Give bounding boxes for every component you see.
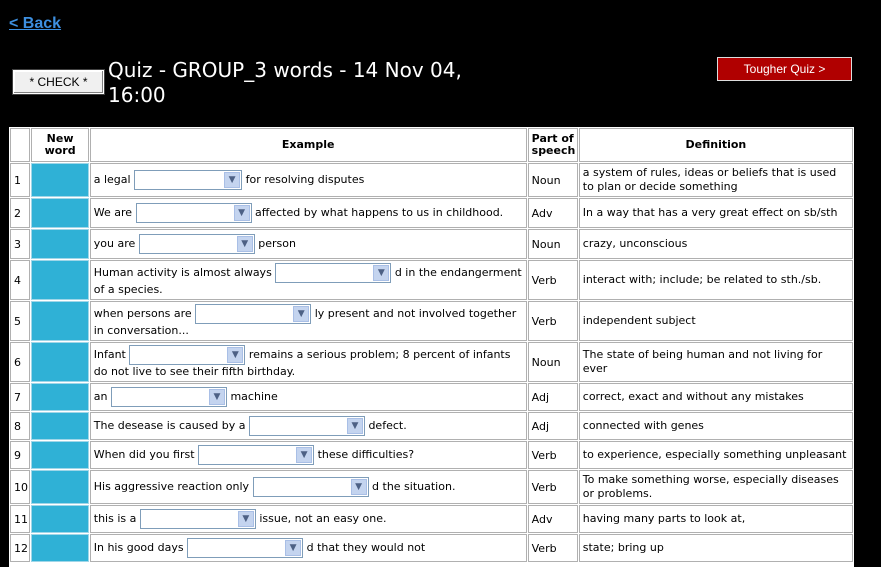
example-text-before: When did you first [93,448,195,461]
part-of-speech-cell: Verb [528,301,578,341]
word-dropdown[interactable] [195,304,311,324]
definition-cell: having many parts to look at, [579,505,853,533]
part-of-speech-cell: Verb [528,260,578,300]
row-number: 3 [10,229,30,259]
example-text-before: We are [93,206,133,219]
part-of-speech-cell: Noun [528,163,578,197]
example-cell [90,260,527,300]
row-number: 7 [10,383,30,411]
example-text-before: The desease is caused by a [93,419,246,432]
row-number: 5 [10,301,30,341]
table-row [10,260,853,300]
part-of-speech-cell: Adj [528,412,578,440]
definition-cell: To make something worse, especially diseases or problems. [579,470,853,504]
chevron-down-icon[interactable]: ▼ [347,418,363,434]
definition-cell: correct, exact and without any mistakes [579,383,853,411]
example-cell [90,534,527,562]
part-of-speech-cell: Noun [528,229,578,259]
chevron-down-icon[interactable]: ▼ [237,236,253,252]
table-row [10,301,853,341]
header-number [10,128,30,162]
chevron-down-icon[interactable]: ▼ [351,479,367,495]
example-text-after: affected by what happens to us in childhood. [255,206,504,219]
chevron-down-icon[interactable]: ▼ [285,540,301,556]
example-text-after: these difficulties? [317,448,415,461]
header-part-of-speech: Part of speech [528,128,578,162]
example-text-before: Infant [93,348,126,361]
row-number: 11 [10,505,30,533]
example-text-before: when persons are [93,307,192,320]
example-text-after: d in the endangerment of a species. [93,266,522,296]
part-of-speech-cell: Adv [528,198,578,228]
chevron-down-icon[interactable]: ▼ [373,265,389,281]
word-dropdown[interactable] [129,345,245,365]
example-text-after: machine [230,390,278,403]
part-of-speech-cell: Adv [528,505,578,533]
example-text-before: His aggressive reaction only [93,480,250,493]
example-cell [90,412,527,440]
new-word-cell [31,470,88,504]
part-of-speech-cell: Verb [528,534,578,562]
new-word-cell [31,412,88,440]
new-word-cell [31,260,88,300]
row-number: 1 [10,163,30,197]
table-body [10,163,853,562]
page-title: Quiz - GROUP_3 words - 14 Nov 04, 16:00 [108,58,462,107]
table-row [10,505,853,533]
example-text-after: d that they would not [306,541,426,554]
example-cell [90,198,527,228]
definition-cell: to experience, especially something unpleasant [579,441,853,469]
definition-cell: state; bring up [579,534,853,562]
definition-cell: a system of rules, ideas or beliefs that is used to plan or decide something [579,163,853,197]
table-row [10,383,853,411]
row-number: 12 [10,534,30,562]
row-number: 2 [10,198,30,228]
definition-cell: crazy, unconscious [579,229,853,259]
table-row [10,163,853,197]
example-text-after: issue, not an easy one. [259,512,387,525]
chevron-down-icon[interactable]: ▼ [224,172,240,188]
word-dropdown[interactable] [249,416,365,436]
table-row [10,412,853,440]
chevron-down-icon[interactable]: ▼ [209,389,225,405]
part-of-speech-cell: Verb [528,441,578,469]
part-of-speech-cell: Verb [528,470,578,504]
header-new-word: New word [31,128,88,162]
chevron-down-icon[interactable]: ▼ [234,205,250,221]
back-link[interactable]: < Back [9,15,62,32]
table-row [10,342,853,382]
word-dropdown[interactable] [134,170,242,190]
header-example: Example [90,128,527,162]
example-cell [90,342,527,382]
example-cell [90,505,527,533]
table-header-row [10,128,853,162]
word-dropdown[interactable] [140,509,256,529]
example-text-before: In his good days [93,541,184,554]
word-dropdown[interactable] [111,387,227,407]
example-text-after: defect. [368,419,407,432]
example-text-after: d the situation. [372,480,456,493]
word-dropdown[interactable] [136,203,252,223]
word-dropdown[interactable] [253,477,369,497]
definition-cell: independent subject [579,301,853,341]
new-word-cell [31,441,88,469]
new-word-cell [31,198,88,228]
example-text-after: remains a serious problem; 8 percent of infants do not live to see their fifth birthday. [93,348,511,378]
example-text-after: ly present and not involved together in conversation... [93,307,517,337]
example-text-before: an [93,390,108,403]
example-text-after: person [258,237,296,250]
definition-cell: interact with; include; be related to sth./sb. [579,260,853,300]
definition-cell: The state of being human and not living for ever [579,342,853,382]
word-dropdown[interactable] [198,445,314,465]
example-cell [90,163,527,197]
check-button[interactable]: * CHECK * [13,70,104,94]
definition-cell: connected with genes [579,412,853,440]
example-text-before: a legal [93,173,131,186]
chevron-down-icon[interactable]: ▼ [227,347,243,363]
example-text-before: you are [93,237,136,250]
tougher-quiz-button[interactable]: Tougher Quiz > [717,57,852,81]
new-word-cell [31,342,88,382]
word-dropdown[interactable] [275,263,391,283]
table-row [10,441,853,469]
new-word-cell [31,534,88,562]
chevron-down-icon[interactable]: ▼ [296,447,312,463]
example-cell [90,301,527,341]
table-row [10,198,853,228]
part-of-speech-cell: Noun [528,342,578,382]
new-word-cell [31,163,88,197]
quiz-table-container [9,127,854,567]
new-word-cell [31,383,88,411]
table-row [10,470,853,504]
table-row [10,534,853,562]
row-number: 4 [10,260,30,300]
example-cell [90,441,527,469]
word-dropdown[interactable] [139,234,255,254]
example-text-after: for resolving disputes [245,173,365,186]
example-cell [90,470,527,504]
example-text-before: this is a [93,512,137,525]
new-word-cell [31,229,88,259]
header-definition: Definition [579,128,853,162]
example-cell [90,383,527,411]
row-number: 6 [10,342,30,382]
chevron-down-icon[interactable]: ▼ [238,511,254,527]
definition-cell: In a way that has a very great effect on sb/sth [579,198,853,228]
new-word-cell [31,301,88,341]
chevron-down-icon[interactable]: ▼ [293,306,309,322]
example-text-before: Human activity is almost always [93,266,272,279]
new-word-cell [31,505,88,533]
row-number: 10 [10,470,30,504]
quiz-table [9,127,854,563]
row-number: 9 [10,441,30,469]
word-dropdown[interactable] [187,538,303,558]
row-number: 8 [10,412,30,440]
table-row [10,229,853,259]
example-cell [90,229,527,259]
part-of-speech-cell: Adj [528,383,578,411]
